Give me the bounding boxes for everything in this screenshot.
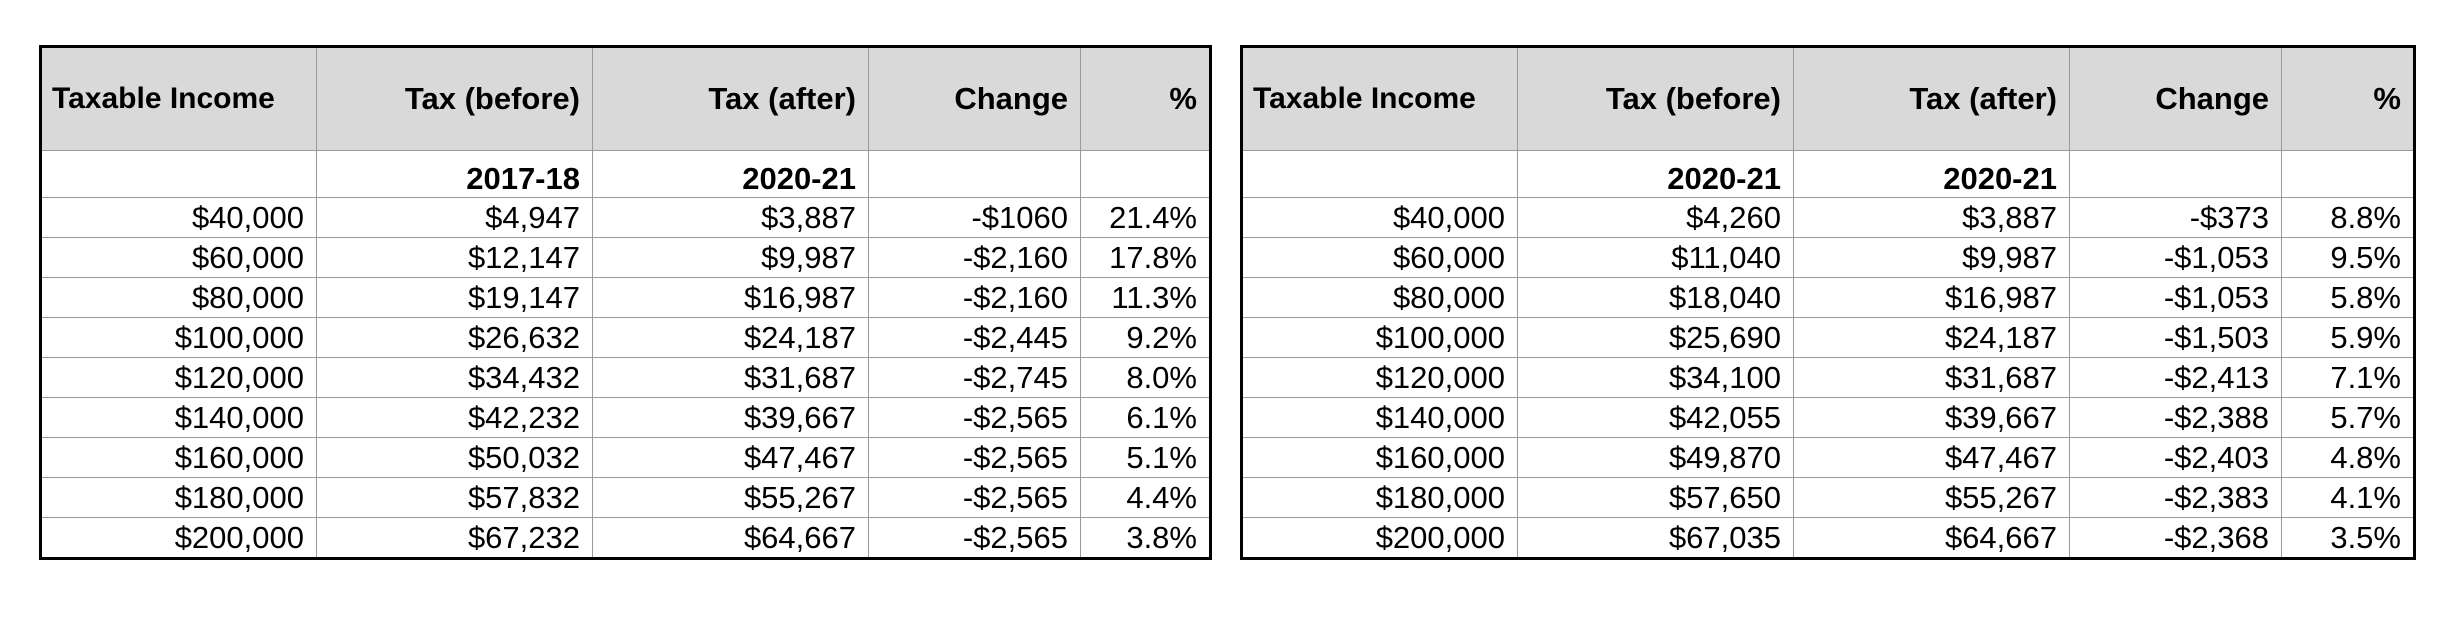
change-cell: -$1,503 — [2070, 318, 2282, 358]
tax-before-cell: $19,147 — [317, 278, 593, 318]
table-row — [41, 318, 1211, 358]
change-cell: -$1,053 — [2070, 278, 2282, 318]
tax-table-left — [39, 45, 1212, 560]
table-row — [1242, 518, 2415, 559]
tax-before-cell: $18,040 — [1518, 278, 1794, 318]
tax-before-cell: $25,690 — [1518, 318, 1794, 358]
table-row — [41, 358, 1211, 398]
tax-after-cell: $64,667 — [593, 518, 869, 559]
percent-cell: 4.1% — [2282, 478, 2415, 518]
year-cell-percent — [1081, 151, 1211, 198]
tax-before-cell: $42,055 — [1518, 398, 1794, 438]
table-row — [1242, 398, 2415, 438]
percent-cell: 6.1% — [1081, 398, 1211, 438]
table-row — [1242, 198, 2415, 238]
tax-after-cell: $24,187 — [1794, 318, 2070, 358]
tax-table-right — [1240, 45, 2416, 560]
change-cell: -$2,565 — [869, 438, 1081, 478]
percent-cell: 17.8% — [1081, 238, 1211, 278]
header-percent: % — [2282, 47, 2415, 151]
tax-before-cell: $12,147 — [317, 238, 593, 278]
tax-before-cell: $11,040 — [1518, 238, 1794, 278]
table-row — [41, 198, 1211, 238]
year-row — [41, 151, 1211, 198]
change-cell: -$373 — [2070, 198, 2282, 238]
tax-before-cell: $67,232 — [317, 518, 593, 559]
income-cell: $180,000 — [41, 478, 317, 518]
header-tax-before: Tax (before) — [1518, 47, 1794, 151]
tax-before-cell: $42,232 — [317, 398, 593, 438]
income-cell: $120,000 — [41, 358, 317, 398]
tax-after-cell: $3,887 — [1794, 198, 2070, 238]
tax-after-cell: $31,687 — [1794, 358, 2070, 398]
table-row — [41, 438, 1211, 478]
tax-before-cell: $26,632 — [317, 318, 593, 358]
year-cell-income — [41, 151, 317, 198]
percent-cell: 11.3% — [1081, 278, 1211, 318]
income-cell: $80,000 — [1242, 278, 1518, 318]
tax-after-cell: $55,267 — [593, 478, 869, 518]
table-row — [1242, 478, 2415, 518]
header-taxable-income: Taxable Income — [1242, 47, 1518, 151]
year-cell-percent — [2282, 151, 2415, 198]
tax-after-cell: $9,987 — [1794, 238, 2070, 278]
table-row — [1242, 358, 2415, 398]
header-change: Change — [2070, 47, 2282, 151]
tax-before-cell: $49,870 — [1518, 438, 1794, 478]
change-cell: -$2,413 — [2070, 358, 2282, 398]
income-cell: $60,000 — [41, 238, 317, 278]
percent-cell: 9.5% — [2282, 238, 2415, 278]
year-cell-change — [869, 151, 1081, 198]
income-cell: $160,000 — [41, 438, 317, 478]
change-cell: -$2,383 — [2070, 478, 2282, 518]
table-row — [1242, 238, 2415, 278]
percent-cell: 21.4% — [1081, 198, 1211, 238]
year-cell-before: 2017-18 — [317, 151, 593, 198]
year-row — [1242, 151, 2415, 198]
header-percent: % — [1081, 47, 1211, 151]
tax-after-cell: $9,987 — [593, 238, 869, 278]
percent-cell: 7.1% — [2282, 358, 2415, 398]
income-cell: $140,000 — [1242, 398, 1518, 438]
income-cell: $80,000 — [41, 278, 317, 318]
table-row — [41, 478, 1211, 518]
year-cell-after: 2020-21 — [1794, 151, 2070, 198]
income-cell: $60,000 — [1242, 238, 1518, 278]
table-row — [1242, 438, 2415, 478]
tax-before-cell: $34,100 — [1518, 358, 1794, 398]
income-cell: $100,000 — [41, 318, 317, 358]
header-row — [1242, 47, 2415, 151]
income-cell: $40,000 — [1242, 198, 1518, 238]
header-row — [41, 47, 1211, 151]
table-row — [1242, 318, 2415, 358]
year-cell-after: 2020-21 — [593, 151, 869, 198]
year-cell-change — [2070, 151, 2282, 198]
tax-after-cell: $39,667 — [1794, 398, 2070, 438]
percent-cell: 8.0% — [1081, 358, 1211, 398]
change-cell: -$1060 — [869, 198, 1081, 238]
percent-cell: 8.8% — [2282, 198, 2415, 238]
tax-after-cell: $16,987 — [1794, 278, 2070, 318]
tax-after-cell: $47,467 — [593, 438, 869, 478]
percent-cell: 4.4% — [1081, 478, 1211, 518]
tax-after-cell: $24,187 — [593, 318, 869, 358]
tax-before-cell: $34,432 — [317, 358, 593, 398]
change-cell: -$2,565 — [869, 478, 1081, 518]
percent-cell: 5.7% — [2282, 398, 2415, 438]
change-cell: -$2,368 — [2070, 518, 2282, 559]
change-cell: -$2,160 — [869, 278, 1081, 318]
header-taxable-income: Taxable Income — [41, 47, 317, 151]
percent-cell: 5.1% — [1081, 438, 1211, 478]
tax-before-cell: $4,260 — [1518, 198, 1794, 238]
tax-after-cell: $47,467 — [1794, 438, 2070, 478]
percent-cell: 3.5% — [2282, 518, 2415, 559]
percent-cell: 9.2% — [1081, 318, 1211, 358]
income-cell: $140,000 — [41, 398, 317, 438]
income-cell: $200,000 — [41, 518, 317, 559]
tax-after-cell: $64,667 — [1794, 518, 2070, 559]
tax-before-cell: $4,947 — [317, 198, 593, 238]
percent-cell: 5.8% — [2282, 278, 2415, 318]
year-cell-before: 2020-21 — [1518, 151, 1794, 198]
change-cell: -$1,053 — [2070, 238, 2282, 278]
table-row — [41, 398, 1211, 438]
change-cell: -$2,388 — [2070, 398, 2282, 438]
percent-cell: 3.8% — [1081, 518, 1211, 559]
tax-after-cell: $16,987 — [593, 278, 869, 318]
tax-before-cell: $50,032 — [317, 438, 593, 478]
income-cell: $40,000 — [41, 198, 317, 238]
table-row — [41, 278, 1211, 318]
header-tax-after: Tax (after) — [1794, 47, 2070, 151]
year-cell-income — [1242, 151, 1518, 198]
header-tax-before: Tax (before) — [317, 47, 593, 151]
table-row — [41, 238, 1211, 278]
income-cell: $180,000 — [1242, 478, 1518, 518]
change-cell: -$2,160 — [869, 238, 1081, 278]
change-cell: -$2,745 — [869, 358, 1081, 398]
header-change: Change — [869, 47, 1081, 151]
percent-cell: 4.8% — [2282, 438, 2415, 478]
change-cell: -$2,445 — [869, 318, 1081, 358]
tax-after-cell: $55,267 — [1794, 478, 2070, 518]
tax-before-cell: $57,832 — [317, 478, 593, 518]
income-cell: $100,000 — [1242, 318, 1518, 358]
tax-before-cell: $67,035 — [1518, 518, 1794, 559]
change-cell: -$2,403 — [2070, 438, 2282, 478]
table-row — [1242, 278, 2415, 318]
change-cell: -$2,565 — [869, 398, 1081, 438]
change-cell: -$2,565 — [869, 518, 1081, 559]
tax-before-cell: $57,650 — [1518, 478, 1794, 518]
percent-cell: 5.9% — [2282, 318, 2415, 358]
header-tax-after: Tax (after) — [593, 47, 869, 151]
tax-after-cell: $39,667 — [593, 398, 869, 438]
income-cell: $120,000 — [1242, 358, 1518, 398]
income-cell: $160,000 — [1242, 438, 1518, 478]
table-row — [41, 518, 1211, 559]
income-cell: $200,000 — [1242, 518, 1518, 559]
tax-after-cell: $31,687 — [593, 358, 869, 398]
tax-after-cell: $3,887 — [593, 198, 869, 238]
